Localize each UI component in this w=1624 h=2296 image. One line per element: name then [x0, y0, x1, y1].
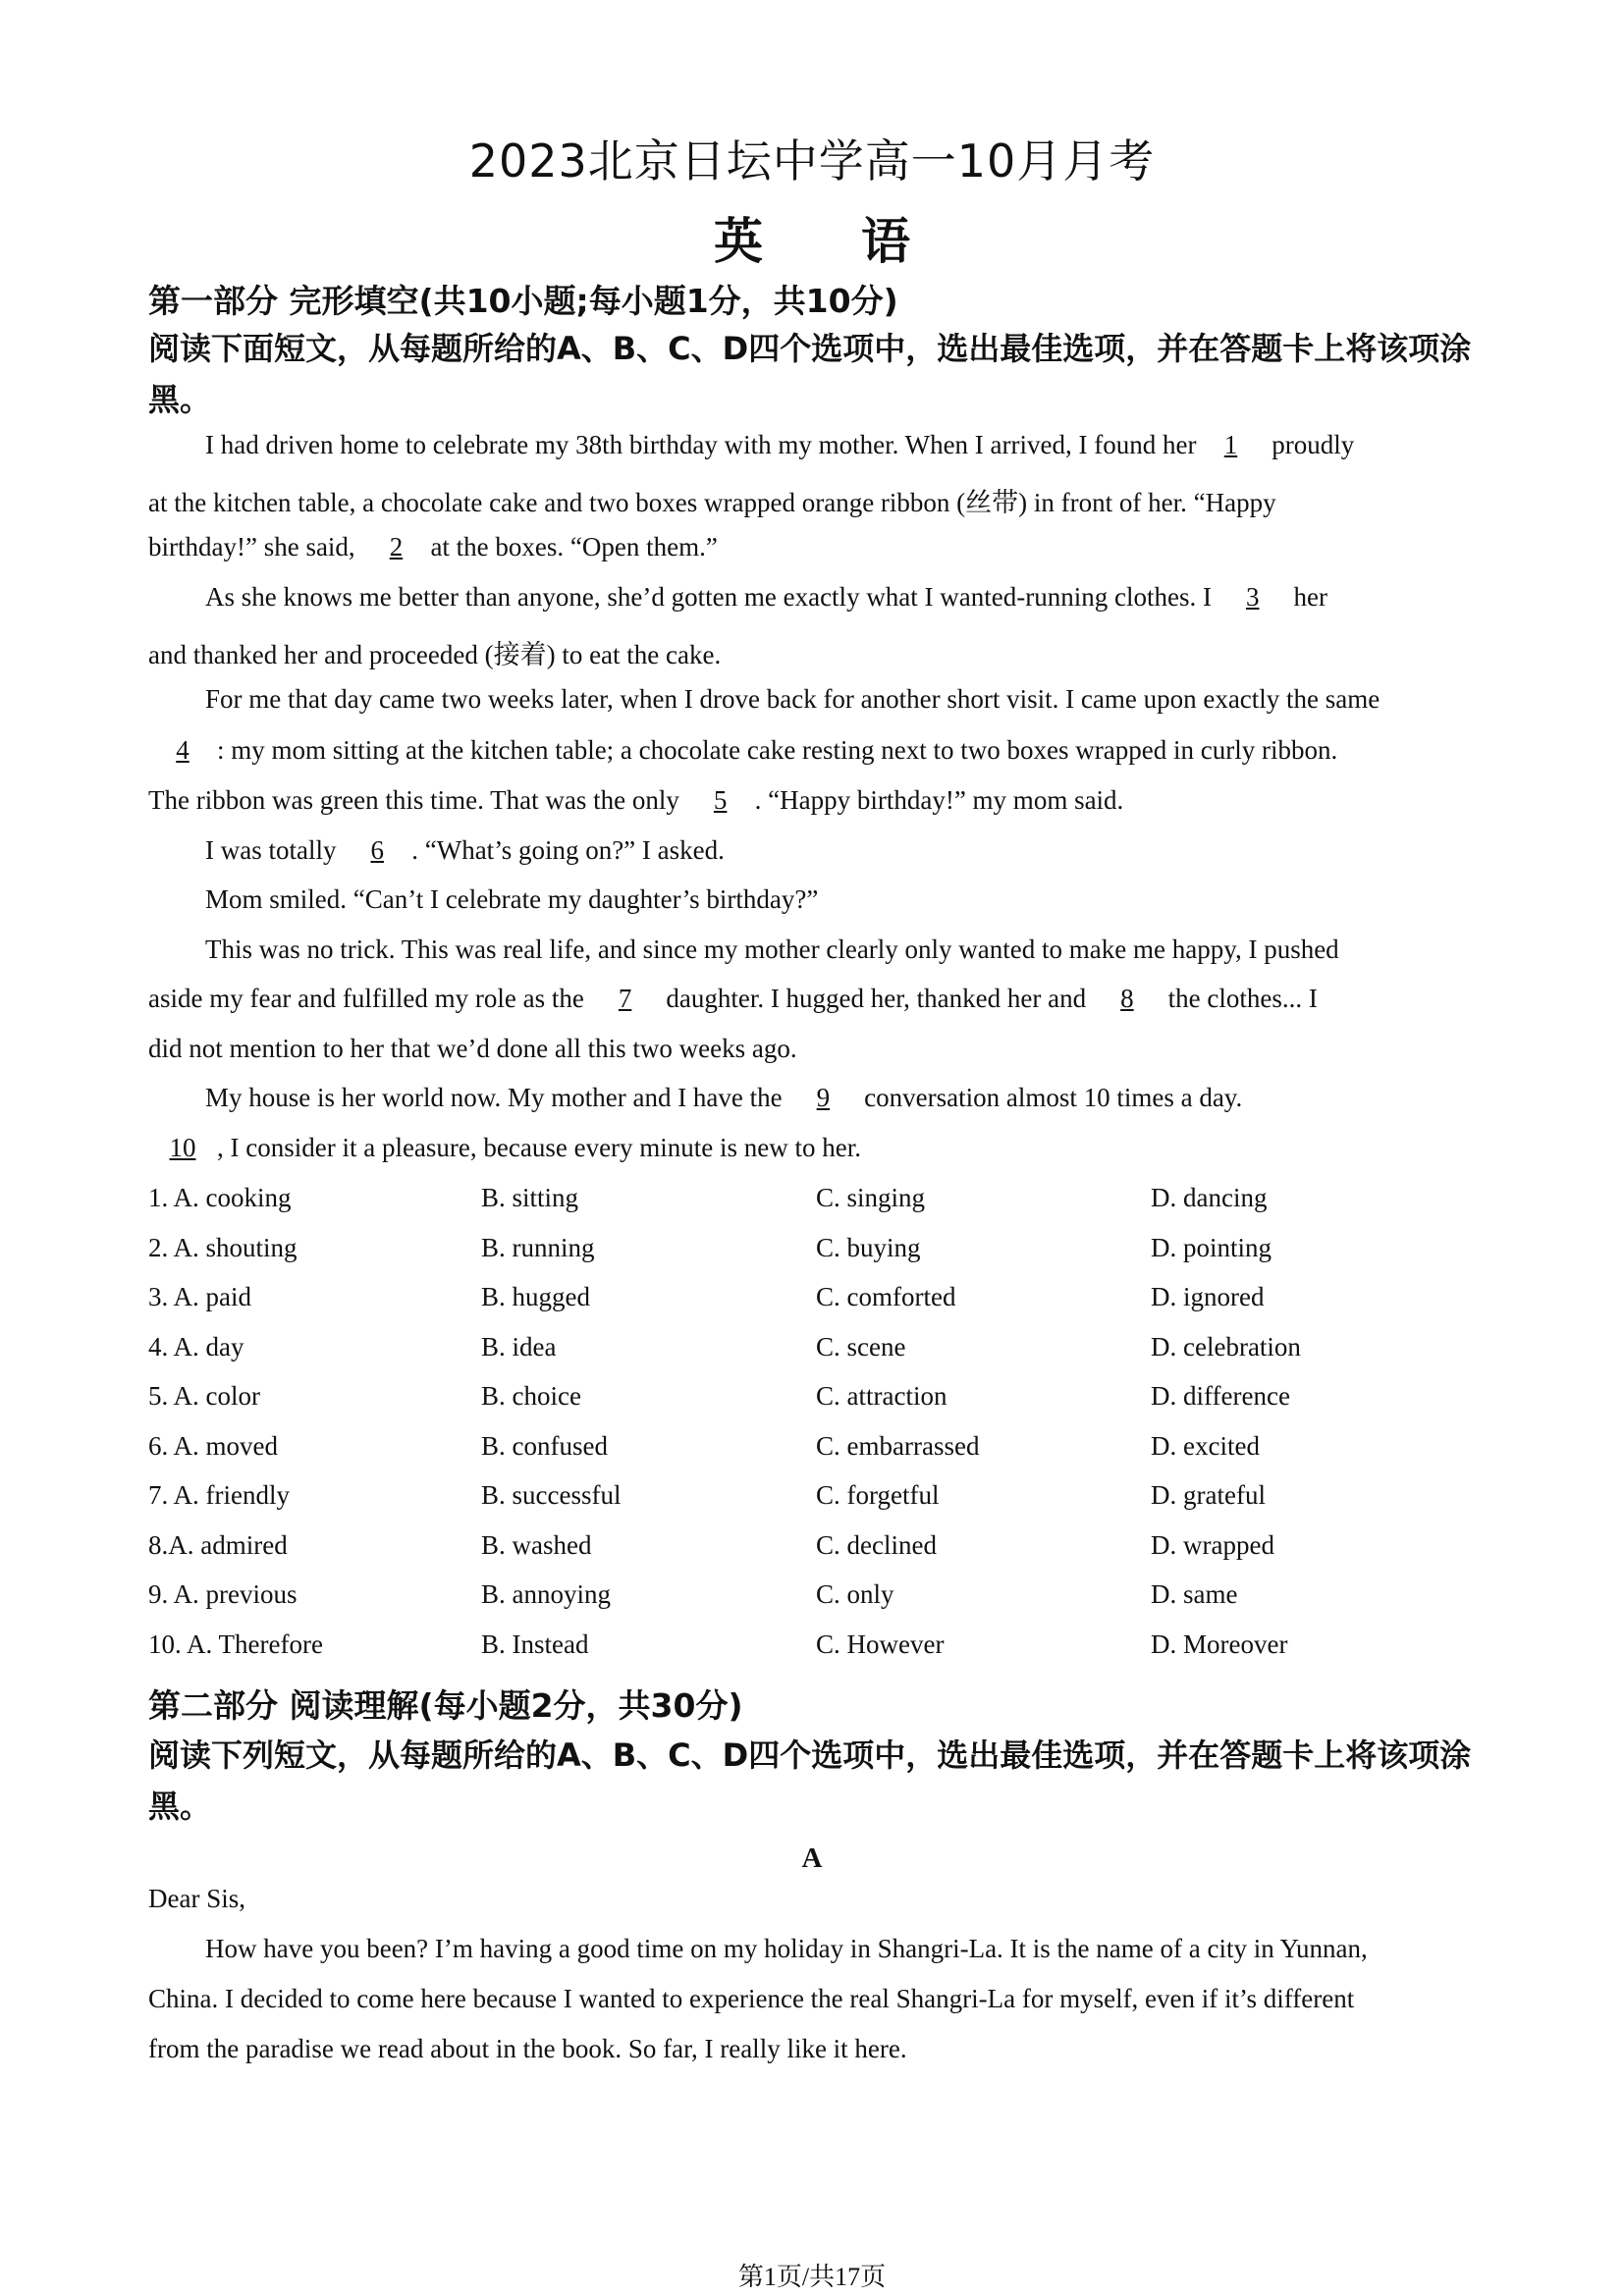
- passage-text: . “What’s going on?” I asked.: [411, 835, 725, 865]
- passage-text: This was no trick. This was real life, and since my mother clearly only wanted to make me happy, I pushed: [205, 934, 1339, 964]
- option-item: D. dancing: [1151, 1183, 1268, 1212]
- option-item: C. buying: [816, 1232, 921, 1262]
- blank-number: 2: [389, 532, 404, 561]
- option-item: C. singing: [816, 1183, 926, 1212]
- passage-line: [205, 835, 725, 866]
- option-item: 6. A. moved: [148, 1430, 278, 1461]
- option-item: B. confused: [481, 1430, 608, 1461]
- passage-line: [148, 1034, 797, 1064]
- option-item: B. successful: [481, 1480, 622, 1510]
- option-item: B. sitting: [481, 1183, 579, 1212]
- option-item: D. grateful: [1151, 1480, 1266, 1510]
- passage-text: . “Happy birthday!” my mom said.: [754, 785, 1124, 815]
- passage-text: aside my fear and fulfilled my role as the: [148, 984, 591, 1013]
- passage-text: My house is her world now. My mother and I have the: [205, 1083, 789, 1112]
- option-item: 5. A. color: [148, 1381, 260, 1411]
- option-item: D. ignored: [1151, 1282, 1265, 1311]
- option-item: 3. A. paid: [148, 1282, 251, 1311]
- option-item: D. pointing: [1151, 1232, 1272, 1262]
- option-item: C. declined: [816, 1529, 937, 1560]
- option-item: 8.A. admired: [148, 1529, 288, 1560]
- letter-salutation: Dear Sis,: [148, 1884, 245, 1913]
- option-item: C. embarrassed: [816, 1430, 980, 1461]
- passage-text: I was totally: [205, 835, 344, 865]
- blank-number: 7: [618, 984, 632, 1013]
- blank-number: 6: [370, 835, 384, 865]
- blank-number: 8: [1120, 984, 1134, 1013]
- passage-line: [205, 430, 1354, 460]
- passage-text: daughter. I hugged her, thanked her and: [659, 984, 1093, 1013]
- option-item: D. wrapped: [1151, 1529, 1274, 1560]
- passage-text: conversation almost 10 times a day.: [857, 1083, 1243, 1112]
- passage-line: [148, 735, 1337, 766]
- passage-text: did not mention to her that we’d done all this two weeks ago.: [148, 1034, 797, 1063]
- page-number: 第1页/共17页: [737, 2263, 887, 2291]
- blank-number: 5: [713, 785, 728, 815]
- passage-text: and thanked her and proceeded (接着) to eat the cake.: [148, 640, 722, 669]
- option-item: C. only: [816, 1579, 894, 1609]
- passage-line: [205, 582, 1327, 613]
- passage-line: [205, 884, 818, 915]
- option-item: D. difference: [1151, 1381, 1290, 1411]
- option-item: 4. A. day: [148, 1331, 244, 1362]
- passage-label: A: [801, 1842, 823, 1874]
- passage-line: [205, 1083, 1242, 1113]
- passage-line: [148, 481, 1276, 519]
- part2-heading: 第二部分 阅读理解(每小题2分，共30分): [148, 1686, 743, 1725]
- blank-number: 3: [1245, 582, 1260, 612]
- part1-heading: 第一部分 完形填空(共10小题;每小题1分，共10分): [148, 282, 898, 320]
- blank-number: 10: [169, 1133, 196, 1162]
- option-item: 1. A. cooking: [148, 1183, 292, 1212]
- blank-number: 4: [176, 735, 189, 765]
- passage-text: For me that day came two weeks later, when I drove back for another short visit. I came upon exactly the same: [205, 684, 1380, 714]
- option-item: D. same: [1151, 1579, 1238, 1609]
- option-item: C. attraction: [816, 1381, 947, 1411]
- blank-number: 9: [816, 1083, 831, 1112]
- option-item: 7. A. friendly: [148, 1480, 290, 1510]
- passage-line: [148, 633, 721, 671]
- letter-line: China. I decided to come here because I wanted to experience the real Shangri-La for myself, even if it’s different: [148, 1984, 1355, 2013]
- passage-line: [148, 984, 1318, 1014]
- option-item: B. running: [481, 1232, 595, 1262]
- option-item: D. excited: [1151, 1430, 1260, 1461]
- option-item: 9. A. previous: [148, 1579, 298, 1609]
- part2-instruction: 阅读下列短文，从每题所给的A、B、C、D四个选项中，选出最佳选项，并在答题卡上将该项涂黑。: [148, 1736, 1472, 1825]
- option-item: B. annoying: [481, 1579, 611, 1609]
- passage-text: The ribbon was green this time. That was the only: [148, 785, 686, 815]
- passage-text: proudly: [1265, 430, 1355, 459]
- passage-line: [148, 1133, 861, 1163]
- passage-line: [148, 532, 718, 562]
- page-title: 2023北京日坛中学高一10月月考: [468, 134, 1156, 187]
- option-item: C. comforted: [816, 1282, 956, 1311]
- passage-text: As she knows me better than anyone, she’d gotten me exactly what I wanted-running clothes. I: [205, 582, 1218, 612]
- passage-text: the clothes... I: [1161, 984, 1318, 1013]
- option-item: 2. A. shouting: [148, 1232, 298, 1262]
- passage-text: at the boxes. “Open them.”: [430, 532, 718, 561]
- letter-line: How have you been? I’m having a good time on my holiday in Shangri-La. It is the name of a city in Yunnan,: [205, 1934, 1368, 1963]
- option-item: B. Instead: [481, 1629, 589, 1659]
- passage-line: [205, 684, 1380, 715]
- passage-line: [205, 934, 1339, 965]
- passage-text: I had driven home to celebrate my 38th birthday with my mother. When I arrived, I found her: [205, 430, 1197, 459]
- passage-text: birthday!” she said,: [148, 532, 362, 561]
- option-item: D. celebration: [1151, 1331, 1301, 1362]
- part1-instruction: 阅读下面短文，从每题所给的A、B、C、D四个选项中，选出最佳选项，并在答题卡上将该项涂黑。: [148, 330, 1472, 418]
- option-item: B. hugged: [481, 1282, 590, 1311]
- option-item: C. forgetful: [816, 1480, 940, 1510]
- passage-text: at the kitchen table, a chocolate cake and two boxes wrapped orange ribbon (丝带) in front of her. “Happy: [148, 488, 1276, 517]
- option-item: B. idea: [481, 1331, 557, 1362]
- passage-text: : my mom sitting at the kitchen table; a chocolate cake resting next to two boxes wrapped in curly ribbon.: [217, 735, 1338, 765]
- option-item: D. Moreover: [1151, 1629, 1288, 1659]
- option-item: C. However: [816, 1629, 945, 1659]
- passage-text: , I consider it a pleasure, because every minute is new to her.: [217, 1133, 862, 1162]
- option-item: C. scene: [816, 1331, 906, 1362]
- passage-text: Mom smiled. “Can’t I celebrate my daughter’s birthday?”: [205, 884, 819, 914]
- letter-line: from the paradise we read about in the book. So far, I really like it here.: [148, 2034, 907, 2063]
- option-item: B. choice: [481, 1381, 581, 1411]
- subject-title: 英 语: [714, 213, 910, 270]
- option-item: 10. A. Therefore: [148, 1629, 323, 1659]
- passage-text: her: [1286, 582, 1327, 612]
- passage-line: [148, 785, 1123, 816]
- option-item: B. washed: [481, 1529, 592, 1560]
- blank-number: 1: [1223, 430, 1238, 459]
